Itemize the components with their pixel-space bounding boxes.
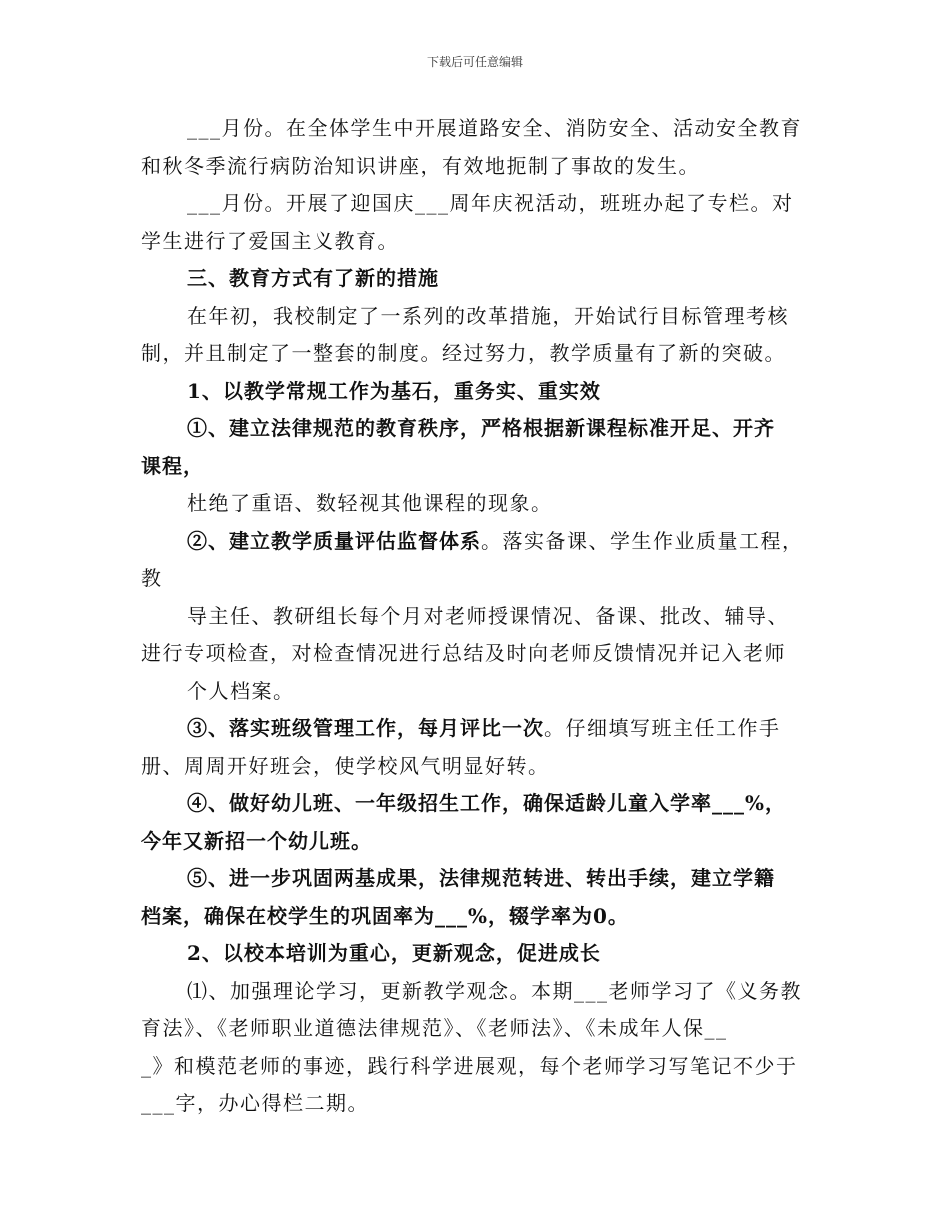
- line-text: 。仔细填写班主任工作手: [544, 716, 781, 740]
- paragraph-line: [141, 485, 816, 523]
- paragraph-line: [141, 185, 816, 223]
- line-text: 制，并且制定了一整套的制度。经过努力，教学质量有了新的突破。: [141, 341, 786, 365]
- line-bold-lead: ②、建立教学质量评估监督体系: [187, 528, 481, 553]
- line-text: ⑴、加强理论学习，更新教学观念。本期___老师学习了《义务教: [187, 978, 802, 1003]
- paragraph-line: [141, 148, 816, 186]
- section-heading: [141, 260, 816, 298]
- paragraph-line: [141, 748, 816, 786]
- paragraph-line: [141, 1085, 816, 1123]
- line-text: 。落实备课、学生作业质量工程，: [481, 528, 804, 553]
- line-text: ①、建立法律规范的教育秩序，严格根据新课程标准开足、开齐: [187, 416, 775, 440]
- line-text: 档案，确保在校学生的巩固率为___%，辍学率为0。: [141, 903, 629, 928]
- paragraph-line: [141, 598, 816, 636]
- paragraph-line: [141, 823, 816, 861]
- paragraph-line: [141, 448, 816, 486]
- line-text: 杜绝了重语、数轻视其他课程的现象。: [187, 491, 553, 515]
- page-header-note: 下载后可任意编辑: [426, 55, 523, 69]
- paragraph-line: [141, 1010, 816, 1048]
- line-text: ⑤、进一步巩固两基成果，法律规范转进、转出手续，建立学籍: [187, 866, 775, 890]
- line-text: ___月份。开展了迎国庆___周年庆祝活动，班班办起了专栏。对: [187, 191, 794, 215]
- paragraph-line: [141, 860, 816, 898]
- paragraph-line: [141, 973, 816, 1011]
- line-text: 进行专项检查，对检查情况进行总结及时向老师反馈情况并记入老师: [141, 641, 786, 665]
- line-text: 教: [141, 566, 163, 590]
- line-bold-lead: ③、落实班级管理工作，每月评比一次: [187, 716, 544, 740]
- line-text: 课程，: [141, 453, 204, 478]
- line-text: 学生进行了爱国主义教育。: [141, 228, 399, 253]
- line-text: 和秋冬季流行病防治知识讲座，有效地扼制了事故的发生。: [141, 153, 700, 178]
- paragraph-line: [141, 560, 816, 598]
- line-text: ④、做好幼儿班、一年级招生工作，确保适龄儿童入学率___%，: [187, 791, 787, 815]
- paragraph-line: [141, 635, 816, 673]
- paragraph-line: [141, 298, 816, 336]
- paragraph-line: [141, 673, 816, 711]
- subsection-heading: [141, 935, 816, 973]
- line-text: 1、以教学常规工作为基石，重务实、重实效: [187, 378, 601, 403]
- line-text: _》和模范老师的事迹，践行科学进展观，每个老师学习写笔记不少于: [141, 1053, 798, 1078]
- paragraph-line: [141, 710, 816, 748]
- paragraph-line: [141, 523, 816, 561]
- paragraph-line: [141, 898, 816, 936]
- document-body: [141, 110, 816, 1123]
- paragraph-line: [141, 223, 816, 261]
- line-text: 2、以校本培训为重心，更新观念，促进成长: [187, 941, 601, 965]
- line-text: 今年又新招一个幼儿班。: [141, 828, 372, 853]
- line-text: 育法》、《老师职业道德法律规范》、《老师法》、《未成年人保__: [141, 1016, 728, 1040]
- line-text: 三、教育方式有了新的措施: [187, 266, 439, 290]
- subsection-heading: [141, 373, 816, 411]
- line-text: 册、周周开好班会，使学校风气明显好转。: [141, 753, 550, 778]
- line-text: ___月份。在全体学生中开展道路安全、消防安全、活动安全教育: [187, 116, 802, 140]
- line-text: 导主任、教研组长每个月对老师授课情况、备课、批改、辅导、: [187, 603, 789, 628]
- paragraph-line: [141, 110, 816, 148]
- line-text: 在年初，我校制定了一系列的改革措施，开始试行目标管理考核: [187, 303, 789, 328]
- line-text: ___字，办心得栏二期。: [141, 1091, 369, 1115]
- paragraph-line: [141, 335, 816, 373]
- line-text: 个人档案。: [187, 678, 295, 703]
- paragraph-line: [141, 1048, 816, 1086]
- paragraph-line: [141, 785, 816, 823]
- paragraph-line: [141, 410, 816, 448]
